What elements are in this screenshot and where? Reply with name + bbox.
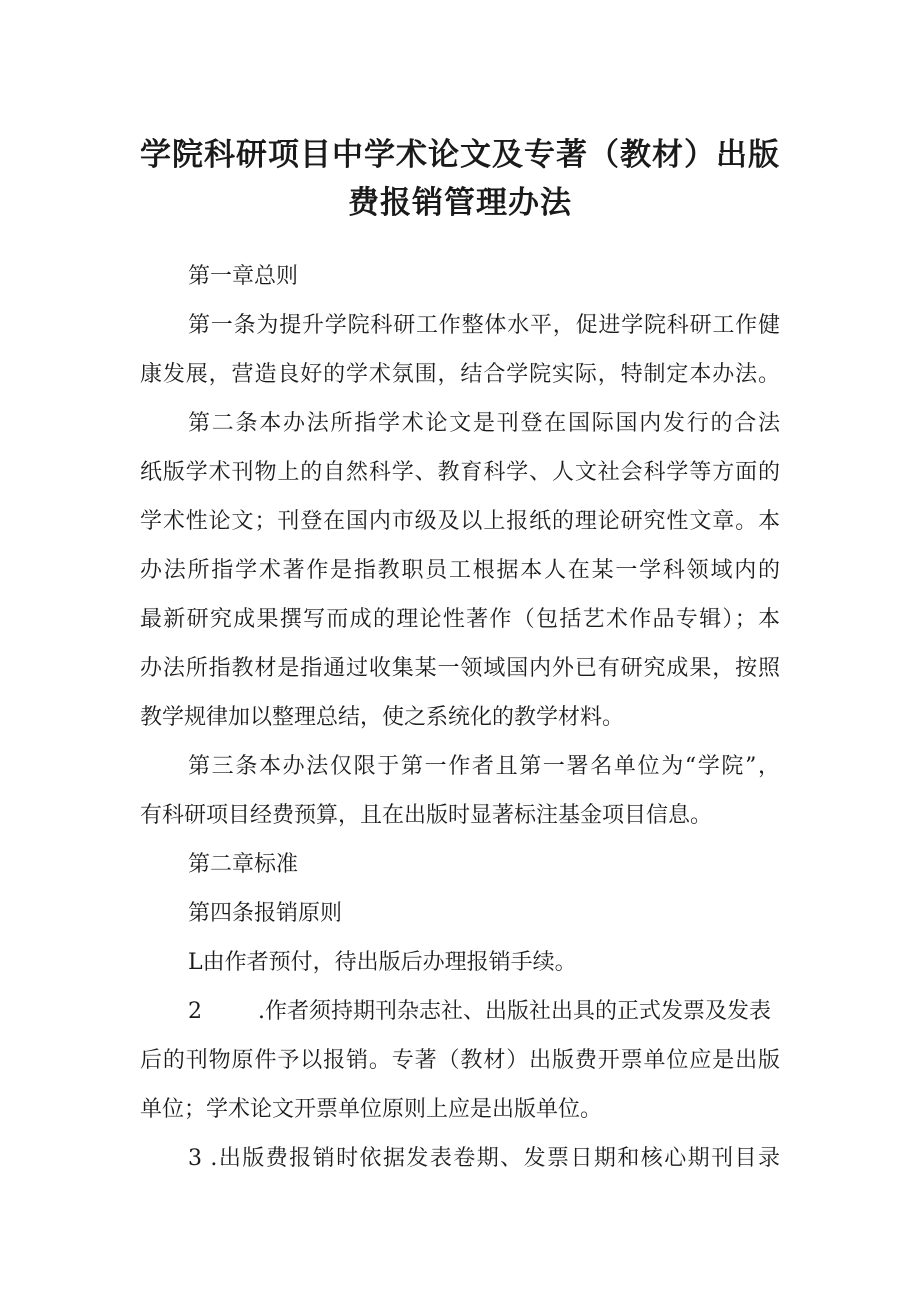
article-4-item-1: L由作者预付，待出版后办理报销手续。 — [188, 950, 577, 975]
article-2-line-7: 教学规律加以整理总结，使之系统化的教学材料。 — [140, 705, 625, 730]
document-title-line-2: 费报销管理办法 — [348, 185, 572, 221]
article-4-item-2-line-2: 后的刊物原件予以报销。专著（教材）出版费开票单位应是出版 — [140, 1048, 780, 1073]
article-4-item-3-line-1: 3 .出版费报销时依据发表卷期、发票日期和核心期刊目录 — [188, 1146, 780, 1171]
article-2-line-3: 学术性论文；刊登在国内市级及以上报纸的理论研究性文章。本 — [140, 509, 780, 534]
document-title-line-1: 学院科研项目中学术论文及专著（教材）出版 — [140, 137, 780, 173]
article-1-line-2: 康发展，营造良好的学术氛围，结合学院实际，特制定本办法。 — [140, 362, 780, 387]
chapter-1-heading: 第一章总则 — [188, 264, 299, 289]
article-4-item-2-line-3: 单位；学术论文开票单位原则上应是出版单位。 — [140, 1097, 603, 1122]
article-4-heading: 第四条报销原则 — [188, 901, 343, 926]
chapter-2-heading: 第二章标准 — [188, 852, 299, 877]
article-2-line-6: 办法所指教材是指通过收集某一领域国内外已有研究成果，按照 — [140, 656, 780, 681]
article-3-line-2: 有科研项目经费预算，且在出版时显著标注基金项目信息。 — [140, 803, 713, 828]
article-2-line-2: 纸版学术刊物上的自然科学、教育科学、人文社会科学等方面的 — [140, 460, 780, 485]
item-2-number: 2 — [188, 999, 202, 1024]
article-2-line-5: 最新研究成果撰写而成的理论性著作（包括艺术作品专辑）；本 — [140, 607, 780, 632]
article-3-line-1: 第三条本办法仅限于第一作者且第一署名单位为“学院”， — [188, 754, 780, 779]
article-1-line-1: 第一条为提升学院科研工作整体水平，促进学院科研工作健 — [188, 313, 780, 338]
article-4-item-2-line-1 — [188, 1001, 780, 1023]
article-2-line-1: 第二条本办法所指学术论文是刊登在国际国内发行的合法 — [188, 411, 780, 436]
article-2-line-4: 办法所指学术著作是指教职员工根据本人在某一学科领域内的 — [140, 558, 780, 583]
item-2-text: .作者须持期刊杂志社、出版社出具的正式发票及发表 — [258, 999, 771, 1024]
